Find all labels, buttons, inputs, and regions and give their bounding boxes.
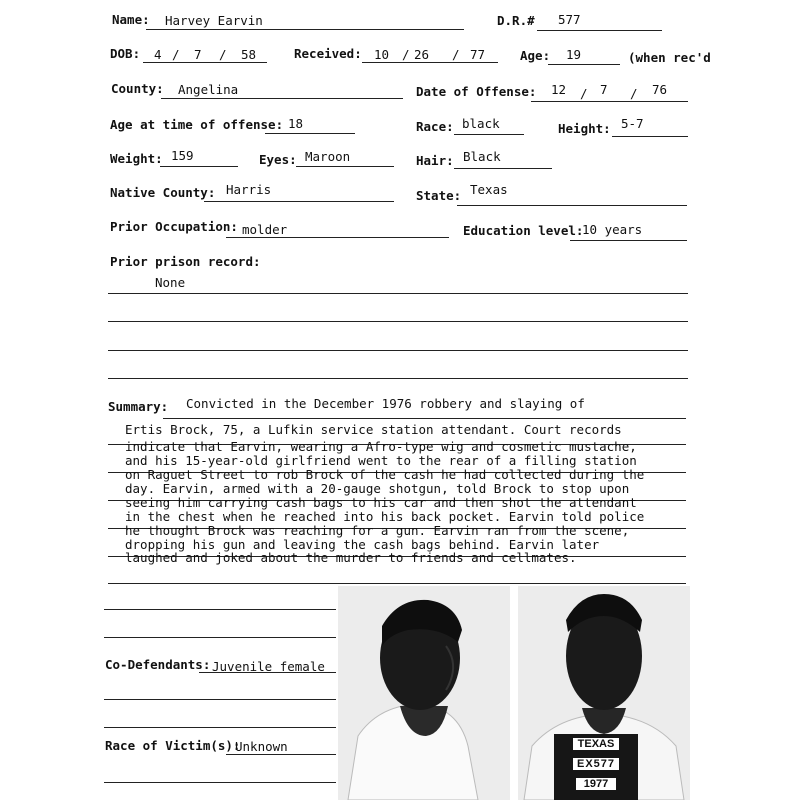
race-underline: [454, 134, 524, 135]
summary-rule: [108, 583, 686, 584]
age-offense-underline: [265, 133, 355, 134]
placard-state: TEXAS: [573, 738, 620, 750]
weight-value: 159: [171, 148, 194, 163]
weight-label: Weight:: [110, 151, 163, 166]
summary-text-line: he thought Brock was reaching for a gun. Earvin ran from the scene,: [125, 523, 630, 538]
height-value: 5-7: [621, 116, 644, 131]
lower-rule: [104, 727, 336, 728]
prior-record-label: Prior prison record:: [110, 254, 261, 269]
prior-record-line-2: [108, 321, 688, 322]
offense-year: 76: [652, 82, 668, 97]
mugshot-front-photo: [518, 586, 690, 800]
state-label: State:: [416, 188, 462, 203]
occupation-value: molder: [242, 222, 288, 237]
received-day: 26: [414, 47, 430, 62]
victim-race-label: Race of Victim(s):: [105, 738, 241, 753]
received-underline: [362, 62, 498, 63]
dr-value: 577: [558, 12, 581, 27]
county-label: County:: [111, 81, 164, 96]
dr-underline: [537, 30, 662, 31]
summary-text-line: Convicted in the December 1976 robbery and slaying of: [186, 396, 585, 411]
dob-month: 4: [154, 47, 162, 62]
age-underline: [548, 64, 620, 65]
name-label: Name:: [112, 12, 150, 27]
summary-text-line: Ertis Brock, 75, a Lufkin service station attendant. Court records: [125, 422, 622, 437]
offense-slash-2: /: [630, 86, 638, 101]
dob-label: DOB:: [110, 46, 141, 61]
age-offense-value: 18: [288, 116, 304, 131]
mugshot-profile-photo: [338, 586, 510, 800]
prior-record-line-4: [108, 378, 688, 379]
name-underline: [146, 29, 464, 30]
occupation-underline: [226, 237, 449, 238]
summary-text-line: dropping his gun and leaving the cash bags behind. Earvin later: [125, 537, 600, 552]
age-offense-label: Age at time of offense:: [110, 117, 284, 132]
age-value: 19: [566, 47, 582, 62]
age-label: Age:: [520, 48, 551, 63]
summary-text-line: seeing him carrying cash bags to his car and then shot the attendant: [125, 495, 637, 510]
dob-slash-2: /: [219, 47, 227, 62]
prior-record-value: None: [155, 275, 186, 290]
placard-number: EX577: [573, 758, 619, 770]
received-slash-1: /: [402, 47, 410, 62]
eyes-value: Maroon: [305, 149, 351, 164]
dob-year: 58: [241, 47, 257, 62]
summary-label: Summary:: [108, 399, 169, 414]
native-county-underline: [204, 201, 394, 202]
lower-rule: [104, 699, 336, 700]
dr-label: D.R.#: [497, 13, 535, 28]
when-received-note: (when rec'd: [628, 50, 711, 65]
received-label: Received:: [294, 46, 362, 61]
height-label: Height:: [558, 121, 611, 136]
state-underline: [457, 205, 687, 206]
education-underline: [570, 240, 687, 241]
lower-rule: [104, 609, 336, 610]
summary-text-line: day. Earvin, armed with a 20-gauge shotgun, told Brock to stop upon: [125, 481, 630, 496]
native-county-label: Native County:: [110, 185, 216, 200]
hair-label: Hair:: [416, 153, 454, 168]
summary-text-line: and his 15-year-old girlfriend went to the rear of a filling station: [125, 453, 637, 468]
received-month: 10: [374, 47, 390, 62]
offense-month: 12: [551, 82, 567, 97]
codefendants-value: Juvenile female: [212, 659, 325, 674]
occupation-label: Prior Occupation:: [110, 219, 238, 234]
placard-year: 1977: [576, 778, 616, 790]
county-underline: [161, 98, 403, 99]
victim-race-value: Unknown: [235, 739, 288, 754]
received-slash-2: /: [452, 47, 460, 62]
weight-underline: [160, 166, 238, 167]
id-placard: [554, 734, 638, 800]
codefendants-label: Co-Defendants:: [105, 657, 211, 672]
height-underline: [612, 136, 688, 137]
prior-record-line-3: [108, 350, 688, 351]
county-value: Angelina: [178, 82, 239, 97]
summary-text-line: indicate that Earvin, wearing a Afro-type wig and cosmetic mustache,: [125, 439, 637, 454]
offense-date-label: Date of Offense:: [416, 84, 537, 99]
hair-value: Black: [463, 149, 501, 164]
dob-slash-1: /: [172, 47, 180, 62]
summary-text-line: on Raguet Street to rob Brock of the cash he had collected during the: [125, 467, 645, 482]
offense-day: 7: [600, 82, 608, 97]
education-label: Education level:: [463, 223, 584, 238]
race-value: black: [462, 116, 500, 131]
received-year: 77: [470, 47, 486, 62]
education-value: 10 years: [582, 222, 643, 237]
state-value: Texas: [470, 182, 508, 197]
lower-rule: [104, 637, 336, 638]
victim-race-underline: [226, 754, 336, 755]
dob-day: 7: [194, 47, 202, 62]
race-label: Race:: [416, 119, 454, 134]
summary-text-line: in the chest when he reached into his back pocket. Earvin told police: [125, 509, 645, 524]
eyes-underline: [296, 166, 394, 167]
name-value: Harvey Earvin: [165, 13, 263, 28]
dob-underline: [143, 62, 267, 63]
summary-line-1: [163, 418, 686, 419]
offense-slash-1: /: [580, 86, 588, 101]
native-county-value: Harris: [226, 182, 272, 197]
summary-text-line: laughed and joked about the murder to friends and cellmates.: [125, 550, 577, 565]
profile-silhouette-graphic: [338, 586, 510, 800]
lower-rule: [104, 782, 336, 783]
eyes-label: Eyes:: [259, 152, 297, 167]
prior-record-line-1: [108, 293, 688, 294]
offense-date-underline: [531, 101, 688, 102]
hair-underline: [454, 168, 552, 169]
